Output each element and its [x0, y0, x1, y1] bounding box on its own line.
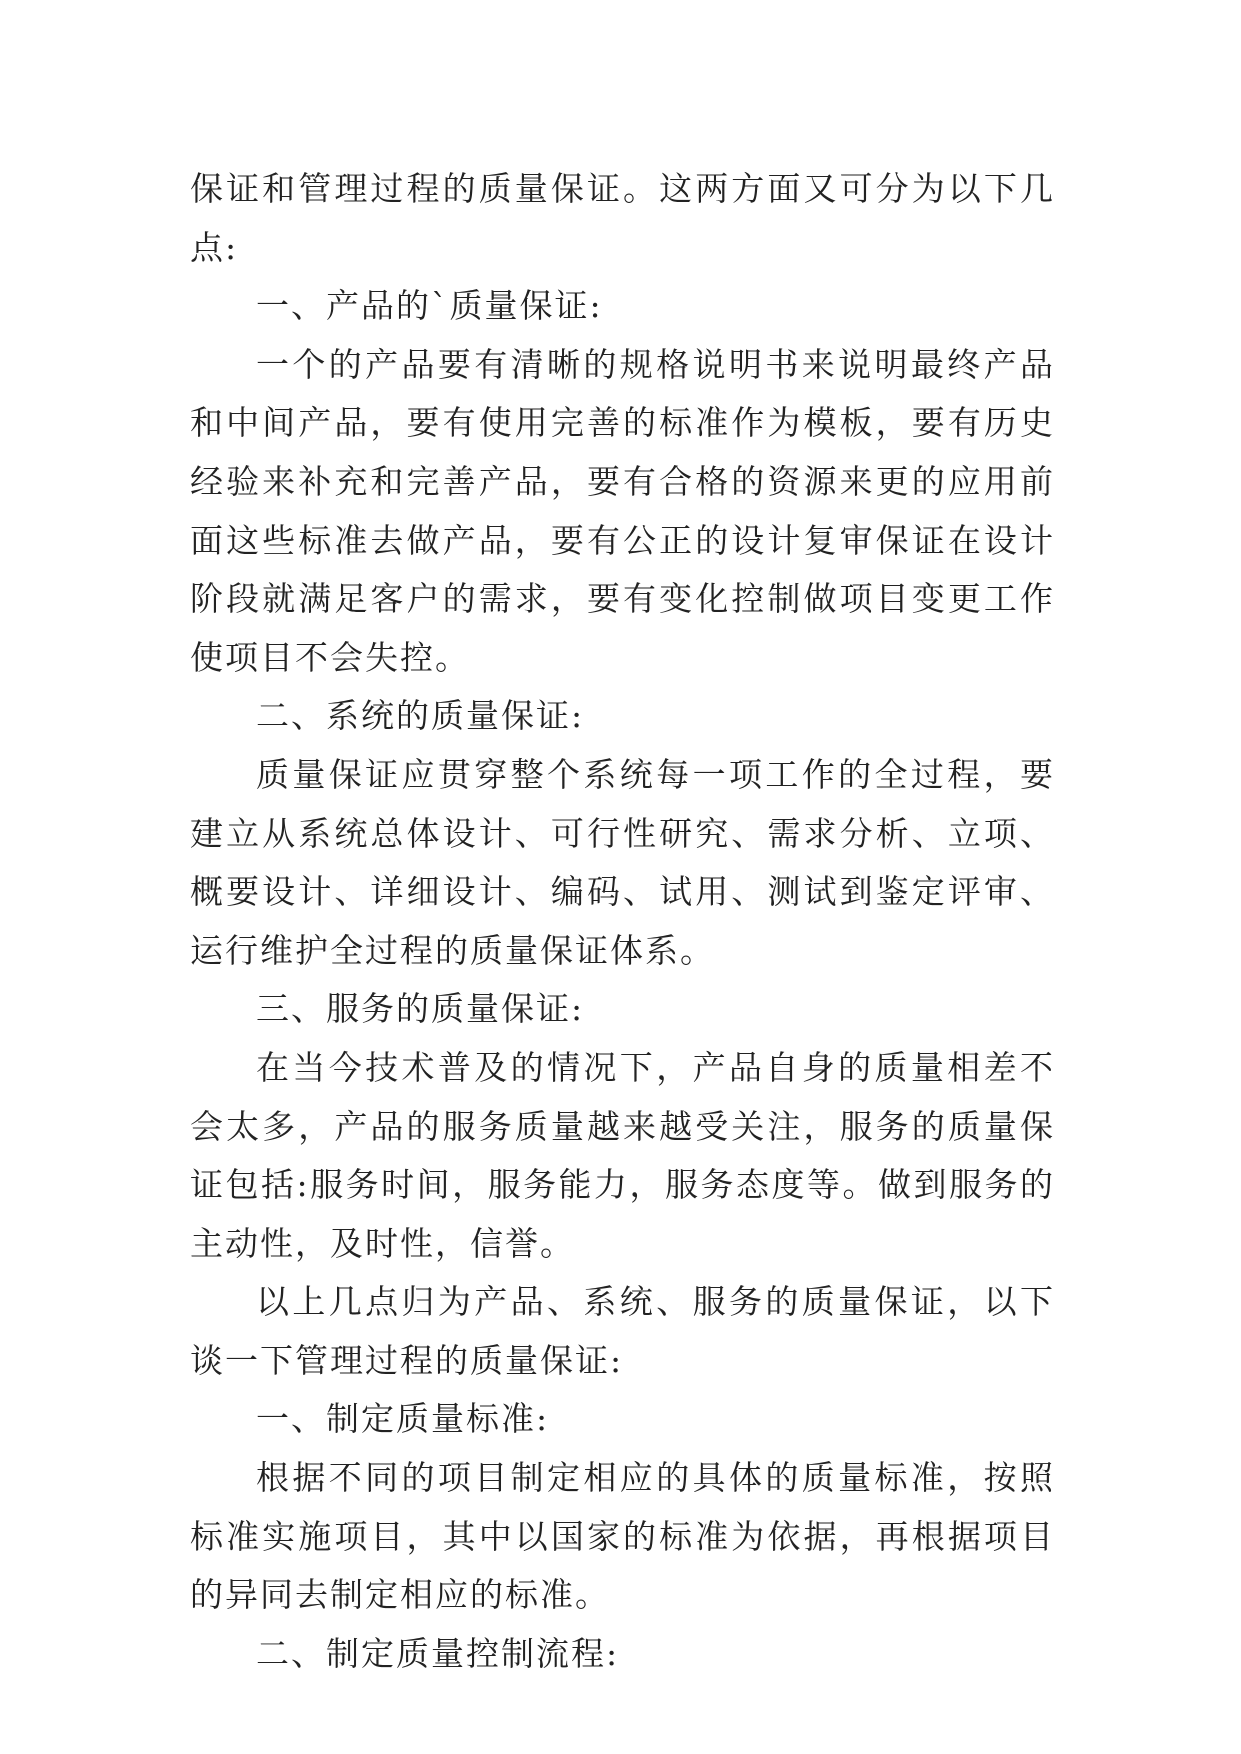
document-body [190, 160, 1055, 1683]
heading-service-quality: 三、服务的质量保证: [256, 989, 585, 1029]
paragraph-service-quality: 在当今技术普及的情况下，产品自身的质量相差不会太多，产品的服务质量越来越受关注，服务的质量保证包括:服务时间，服务能力，服务态度等。做到服务的主动性，及时性，信誉。 [190, 1047, 1055, 1263]
heading-product-quality: 一、产品的`质量保证: [256, 286, 603, 326]
paragraph-transition: 以上几点归为产品、系统、服务的质量保证，以下谈一下管理过程的质量保证: [190, 1282, 1055, 1380]
paragraph-system-quality: 质量保证应贯穿整个系统每一项工作的全过程，要建立从系统总体设计、可行性研究、需求分析、立项、概要设计、详细设计、编码、试用、测试到鉴定评审、运行维护全过程的质量保证体系。 [190, 754, 1055, 970]
heading-quality-standards: 一、制定质量标准: [256, 1399, 550, 1439]
paragraph-quality-standards: 根据不同的项目制定相应的具体的质量标准，按照标准实施项目，其中以国家的标准为依据，再根据项目的异同去制定相应的标准。 [190, 1458, 1055, 1615]
heading-system-quality: 二、系统的质量保证: [256, 696, 585, 736]
paragraph-intro: 保证和管理过程的质量保证。这两方面又可分为以下几点: [190, 169, 1055, 267]
paragraph-product-quality: 一个的产品要有清晰的规格说明书来说明最终产品和中间产品，要有使用完善的标准作为模板，要有历史经验来补充和完善产品，要有合格的资源来更的应用前面这些标准去做产品，要有公正的设计复审保证在设计阶段就满足客户的需求，要有变化控制做项目变更工作使项目不会失控。 [190, 344, 1055, 677]
heading-quality-control-process: 二、制定质量控制流程: [256, 1633, 620, 1673]
